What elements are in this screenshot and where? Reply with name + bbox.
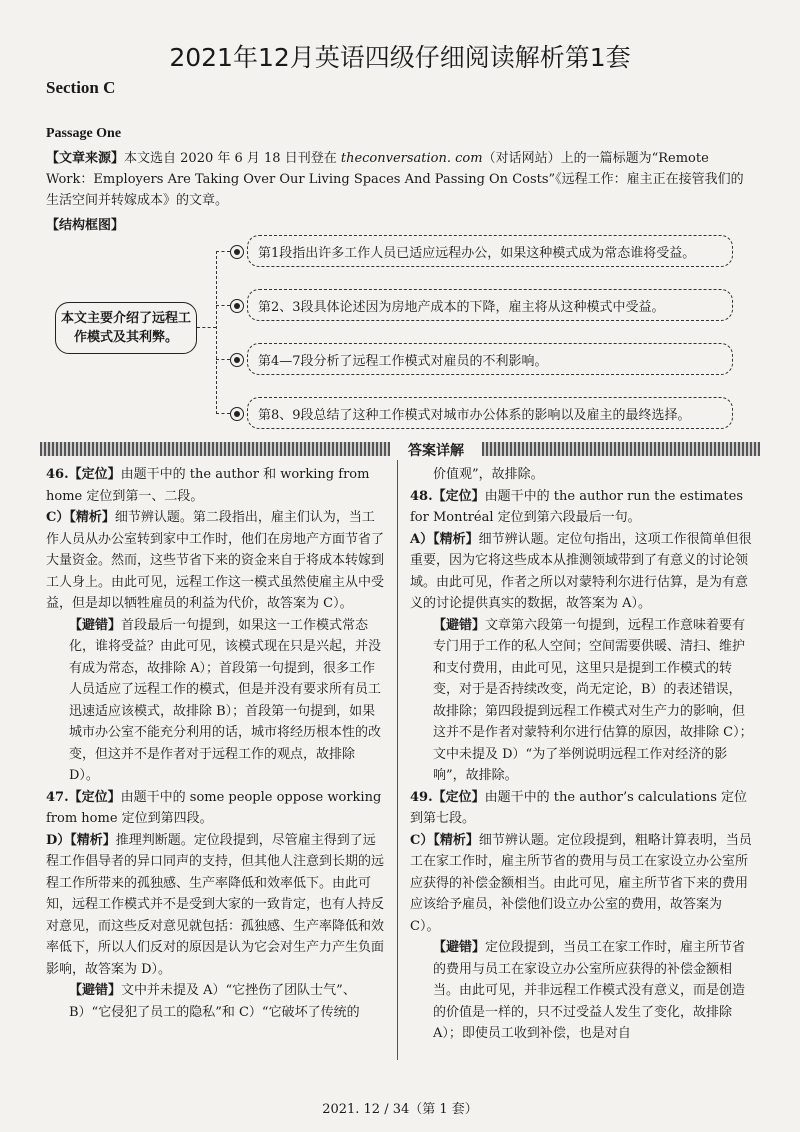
q46-analysis: C）【精析】细节辨认题。第二段指出，雇主们认为，当工作人员从办公室转到家中工作时，他们在房地产方面节省了大量资金。然而，这些节省下来的资金来自于将成本转嫁到工人身上。由此可见，远程工作这一模式虽然使雇主从中受益，但是却以牺牲雇员的利益为代价，故答案为 C）。	[46, 510, 385, 611]
q47-error-continued: 价值观”，故排除。	[433, 467, 544, 482]
diagram-stub	[216, 251, 230, 252]
q48-locate: 48.【定位】由题干中的 the author run the estimates for Montréal 定位到第六段最后一句。	[410, 488, 744, 525]
article-source	[46, 148, 754, 211]
q49-error: 【避错】定位段提到，当员工在家工作时，雇主所节省的费用与员工在家设立办公室所应获得的补偿金额相当。由此可见，并非远程工作模式没有意义，而是创造的价值是一样的，只不过受益人发生了变化，故排除 A）；即使员工收到补偿，也是对自	[433, 940, 746, 1041]
diagram-connector	[197, 327, 216, 328]
diagram-branch-3: 第4—7段分析了远程工作模式对雇员的不利影响。	[247, 343, 733, 375]
bullet-icon	[230, 353, 244, 367]
passage-heading: Passage One	[46, 126, 122, 141]
source-text-1: 本文选自 2020 年 6 月 18 日刊登在	[124, 151, 341, 166]
page-footer: 2021. 12 / 34（第 1 套）	[322, 1102, 478, 1117]
diagram-branch-4: 第8、9段总结了这种工作模式对城市办公体系的影响以及雇主的最终选择。	[247, 397, 733, 429]
diagram-branch-2: 第2、3段具体论述因为房地产成本的下降，雇主将从这种模式中受益。	[247, 289, 733, 321]
bullet-icon	[230, 407, 244, 421]
bullet-icon	[230, 299, 244, 313]
diagram-stub	[216, 413, 230, 414]
column-divider	[397, 460, 398, 1060]
q49-analysis: C）【精析】细节辨认题。定位段提到，粗略计算表明，当员工在家工作时，雇主所节省的费用与员工在家设立办公室所应获得的补偿金额相当。由此可见，雇主所节省下来的费用应该给予雇员，补偿他们设立办公室的费用，故答案为 C）。	[410, 832, 752, 934]
q48-analysis: A）【精析】细节辨认题。定位句指出，这项工作很简单但很重要，因为它将这些成本从推测领域带到了有意义的讨论领域。由此可见，作者之所以对蒙特利尔进行估算，是为有意义的讨论提供真实的数据，故答案为 A）。	[410, 531, 752, 611]
answers-heading: 答案详解	[408, 443, 464, 459]
q47-error: 【避错】文中并未提及 A）“它挫伤了团队士气”、B）“它侵犯了员工的隐私”和 C）“它破坏了传统的	[69, 983, 360, 1020]
q48-error: 【避错】文章第六段第一句提到，远程工作意味着要有专门用于工作的私人空间；空间需要供暖、清扫、维护和支付费用，由此可见，这里只是提到工作模式的转变，对于是否持续改变，尚无定论，B）的表述错误，故排除；第四段提到远程工作模式对生产力的影响，但这并不是作者对蒙特利尔进行估算的原因，故排除 C）；文中未提及 D）“为了举例说明远程工作对经济的影响”，故排除。	[433, 617, 753, 783]
q47-locate: 47.【定位】由题干中的 some people oppose working from home 定位到第四段。	[46, 789, 382, 826]
bullet-icon	[230, 245, 244, 259]
q46-locate: 46.【定位】由题干中的 the author 和 working from home 定位到第一、二段。	[46, 467, 370, 504]
source-tag: 【文章来源】	[46, 151, 125, 166]
diagram-stub	[216, 305, 230, 306]
answers-banner	[40, 440, 760, 458]
q47-analysis: D）【精析】推理判断题。定位段提到，尽管雇主得到了远程工作倡导者的异口同声的支持，但其他人注意到长期的远程工作所带来的孤独感、生产率降低和效率低下。由此可知，远程工作模式并不是受到大家的一致肯定，也有人持反对意见，而这些反对意见就包括：孤独感、生产率降低和效率低下，所以人们反对的原因是认为它会对生产力产生负面影响，故答案为 D）。	[46, 832, 385, 977]
banner-hatch-left	[40, 442, 390, 456]
diagram-main-node: 本文主要介绍了远程工作模式及其利弊。	[55, 302, 197, 354]
diagram-branch-1: 第1段指出许多工作人员已适应远程办公，如果这种模式成为常态谁将受益。	[247, 235, 733, 267]
right-column	[410, 464, 754, 1045]
left-column	[46, 464, 386, 1023]
structure-heading: 【结构框图】	[46, 218, 125, 233]
section-heading: Section C	[46, 78, 116, 97]
source-site: theconversation. com	[340, 151, 483, 166]
q49-locate: 49.【定位】由题干中的 the author’s calculations 定位到第七段。	[410, 789, 748, 826]
diagram-trunk	[216, 251, 217, 414]
diagram-stub	[216, 359, 230, 360]
banner-hatch-right	[482, 442, 760, 456]
page-title: 2021年12月英语四级仔细阅读解析第1套	[169, 43, 631, 72]
q46-error: 【避错】首段最后一句提到，如果这一工作模式常态化，谁将受益？由此可见，该模式现在只是兴起，并没有成为常态，故排除 A）；首段第一句提到，很多工作人员适应了远程工作的模式，但是并没有要求所有员工迅速适应该模式，故排除 B）；首段第一句提到，如果城市办公室不能充分利用的话，城市将经历根本性的改变，但这并不是作者对于远程工作的观点，故排除 D）。	[69, 617, 382, 783]
source-text-2: （对话网站）上的一篇标题为“Remote Work：Employers Are Taking Over Our Living Spaces And Passing On Costs”《远程工作：雇主正在接管我们的生活空间并转嫁成本》的文章。	[46, 151, 744, 208]
